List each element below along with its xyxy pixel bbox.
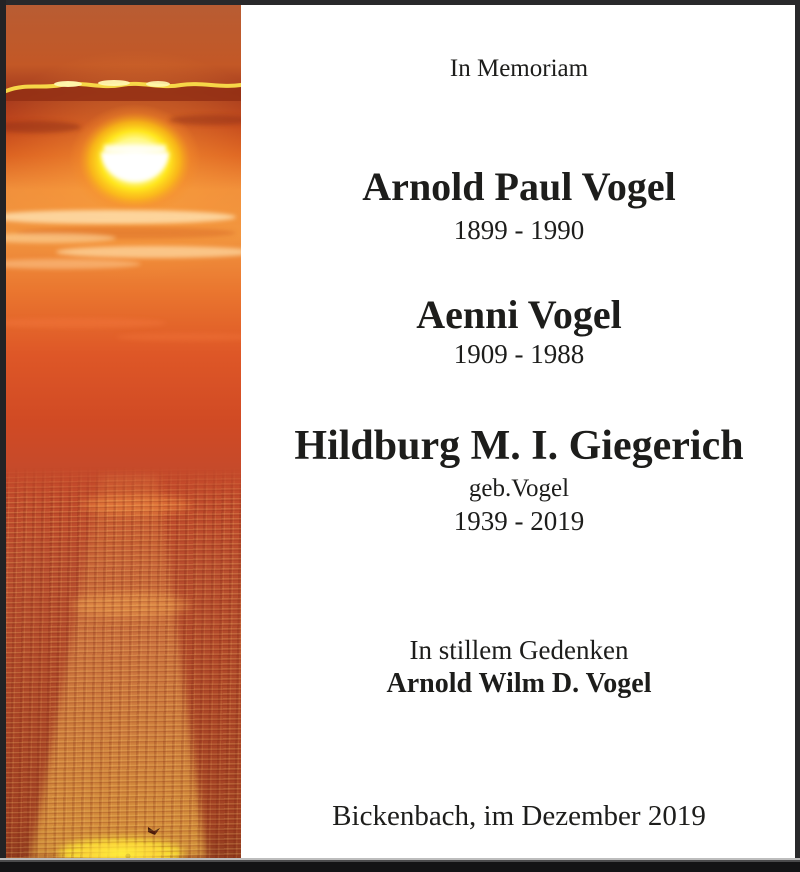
person-2-years: 1909 - 1988 [453,339,585,369]
person-3-name: Hildburg M. I. Giegerich [294,423,744,469]
person-1-years: 1899 - 1990 [453,215,585,245]
mourner-name: Arnold Wilm D. Vogel [386,668,652,699]
memorial-text [242,0,796,872]
place-and-date: Bickenbach, im Dezember 2019 [332,800,706,832]
person-1-name: Arnold Paul Vogel [362,164,676,209]
remembrance-line: In stillem Gedenken [409,635,629,665]
person-3-years: 1939 - 2019 [453,506,585,536]
person-2-name: Aenni Vogel [416,292,622,337]
water-ripple-texture [6,467,241,858]
person-3-maiden-name: geb.Vogel [468,475,570,502]
sunset-photo [6,5,241,858]
in-memoriam-title: In Memoriam [449,55,589,82]
